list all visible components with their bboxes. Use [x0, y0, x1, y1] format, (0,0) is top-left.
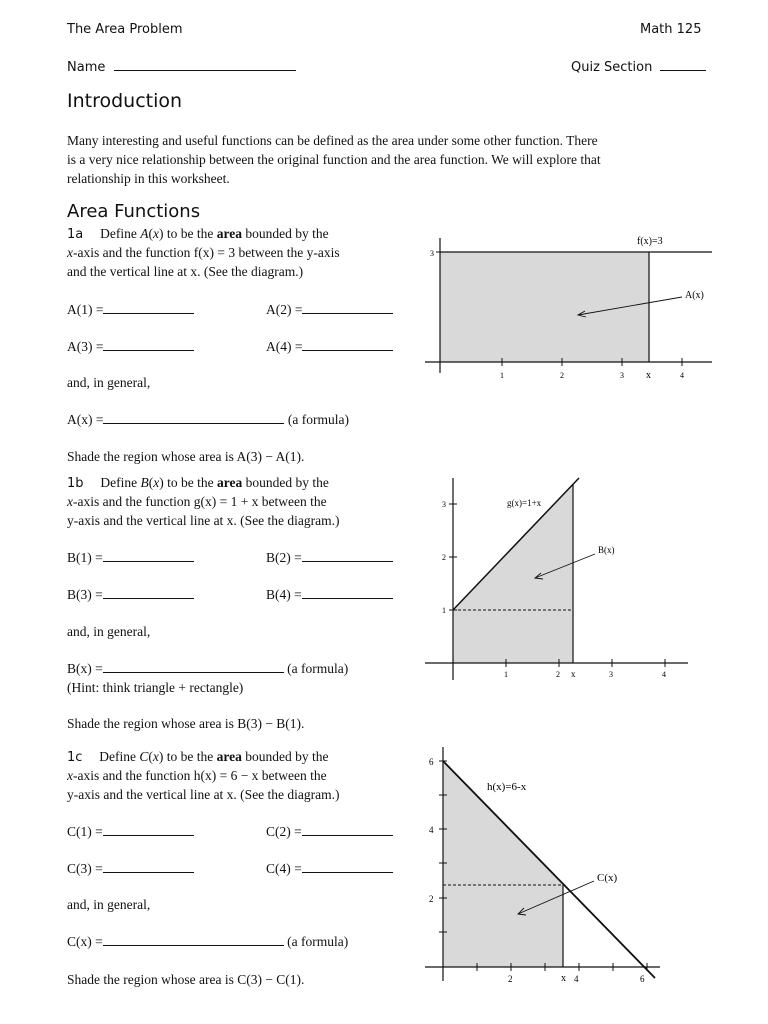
course-name: Math 125: [640, 22, 702, 37]
ytick-1c-4: 4: [429, 825, 434, 835]
c2-field[interactable]: [302, 823, 393, 836]
cx-answer: C(x) = (a formula): [67, 934, 349, 949]
chart-1b: [420, 470, 700, 685]
xtick-1c-6: 6: [640, 974, 645, 984]
a4-field[interactable]: [302, 338, 393, 351]
func-label-1a: f(x)=3: [637, 236, 663, 247]
intro-line-1: Many interesting and useful functions can be defined as the area under some other function. There: [67, 133, 598, 148]
area-label-1c: C(x): [597, 872, 618, 884]
a2-field[interactable]: [302, 301, 393, 314]
problem-1b-line-2: x-axis and the function g(x) = 1 + x between the: [67, 494, 327, 509]
name-label: Name: [67, 60, 106, 75]
a3-answer: A(3) =: [67, 337, 194, 356]
c3-field[interactable]: [103, 860, 194, 873]
chart-1c: [420, 745, 670, 990]
problem-1b-general: and, in general,: [67, 624, 151, 639]
name-field[interactable]: [114, 58, 296, 71]
area-label-1a: A(x): [685, 290, 704, 301]
x-marker-label-1b: x: [571, 669, 576, 679]
section-heading: Area Functions: [67, 201, 201, 222]
b3-answer: B(3) =: [67, 585, 194, 604]
problem-1b-line-1: 1b Define B(x) to be the area bounded by the: [67, 475, 329, 491]
bx-answer: B(x) = (a formula): [67, 661, 349, 676]
xtick-1b-1: 1: [504, 670, 508, 679]
area-label-1b: B(x): [598, 545, 615, 555]
b4-answer: B(4) =: [266, 585, 393, 604]
b1-field[interactable]: [103, 549, 194, 562]
quiz-section-label: Quiz Section: [571, 60, 653, 75]
name-row: [67, 58, 296, 75]
ytick-1b-2: 2: [442, 553, 446, 562]
chart-1a: [420, 228, 720, 388]
quiz-section-row: [571, 58, 706, 75]
ytick-1c-6: 6: [429, 757, 434, 767]
quiz-section-field[interactable]: [660, 58, 706, 71]
bx-field[interactable]: [103, 660, 284, 673]
ytick-1c-2: 2: [429, 894, 434, 904]
b1-answer: B(1) =: [67, 548, 194, 567]
problem-1a-line-3: and the vertical line at x. (See the diagram.): [67, 264, 304, 279]
problem-1b-shade: Shade the region whose area is B(3) − B(1).: [67, 716, 305, 731]
problem-1a-label: 1a: [67, 227, 84, 242]
a1-field[interactable]: [103, 301, 194, 314]
xtick-1b-3: 3: [609, 670, 613, 679]
c2-answer: C(2) =: [266, 822, 393, 841]
xtick-1a-2: 2: [560, 371, 564, 380]
c1-answer: C(1) =: [67, 822, 194, 841]
func-label-1c: h(x)=6-x: [487, 781, 527, 793]
intro-line-2: is a very nice relationship between the original function and the area function. We will explore that: [67, 152, 601, 167]
c3-answer: C(3) =: [67, 859, 194, 878]
ax-answer: A(x) = (a formula): [67, 412, 349, 427]
x-marker-label-1c: x: [561, 973, 566, 984]
b2-answer: B(2) =: [266, 548, 393, 567]
xtick-1c-4: 4: [574, 974, 579, 984]
intro-line-3: relationship in this worksheet.: [67, 171, 230, 186]
area-region-1b: [453, 484, 573, 663]
a1-answer: A(1) =: [67, 300, 194, 319]
worksheet-title: The Area Problem: [67, 22, 183, 37]
problem-1c-shade: Shade the region whose area is C(3) − C(1).: [67, 972, 305, 987]
problem-1c-line-2: x-axis and the function h(x) = 6 − x between the: [67, 768, 327, 783]
xtick-1a-3: 3: [620, 371, 624, 380]
problem-1a-line-2: x-axis and the function f(x) = 3 between the y-axis: [67, 245, 340, 260]
cx-field[interactable]: [103, 933, 284, 946]
xtick-1a-4: 4: [680, 371, 684, 380]
problem-1c-line-1: 1c Define C(x) to be the area bounded by the: [67, 749, 329, 765]
b3-field[interactable]: [103, 586, 194, 599]
ax-field[interactable]: [103, 411, 284, 424]
problem-1b-hint: (Hint: think triangle + rectangle): [67, 680, 244, 695]
xtick-1b-2: 2: [556, 670, 560, 679]
a4-answer: A(4) =: [266, 337, 393, 356]
a3-field[interactable]: [103, 338, 194, 351]
problem-1b-label: 1b: [67, 476, 84, 491]
problem-1a-shade: Shade the region whose area is A(3) − A(1).: [67, 449, 305, 464]
c4-field[interactable]: [302, 860, 393, 873]
problem-1a-general: and, in general,: [67, 375, 151, 390]
ytick-1a-3: 3: [430, 249, 434, 258]
c1-field[interactable]: [103, 823, 194, 836]
b4-field[interactable]: [302, 586, 393, 599]
c4-answer: C(4) =: [266, 859, 393, 878]
a2-answer: A(2) =: [266, 300, 393, 319]
intro-heading: Introduction: [67, 90, 183, 112]
problem-1a-line-1: 1a Define A(x) to be the area bounded by the: [67, 226, 329, 242]
problem-1c-label: 1c: [67, 750, 83, 765]
ytick-1b-1: 1: [442, 606, 446, 615]
problem-1b-line-3: y-axis and the vertical line at x. (See the diagram.): [67, 513, 340, 528]
x-marker-label-1a: x: [646, 370, 651, 381]
ytick-1b-3: 3: [442, 500, 446, 509]
area-region-1a: [440, 252, 649, 362]
problem-1c-general: and, in general,: [67, 897, 151, 912]
xtick-1c-2: 2: [508, 974, 513, 984]
xtick-1b-4: 4: [662, 670, 666, 679]
problem-1c-line-3: y-axis and the vertical line at x. (See the diagram.): [67, 787, 340, 802]
xtick-1a-1: 1: [500, 371, 504, 380]
func-label-1b: g(x)=1+x: [507, 498, 542, 508]
b2-field[interactable]: [302, 549, 393, 562]
